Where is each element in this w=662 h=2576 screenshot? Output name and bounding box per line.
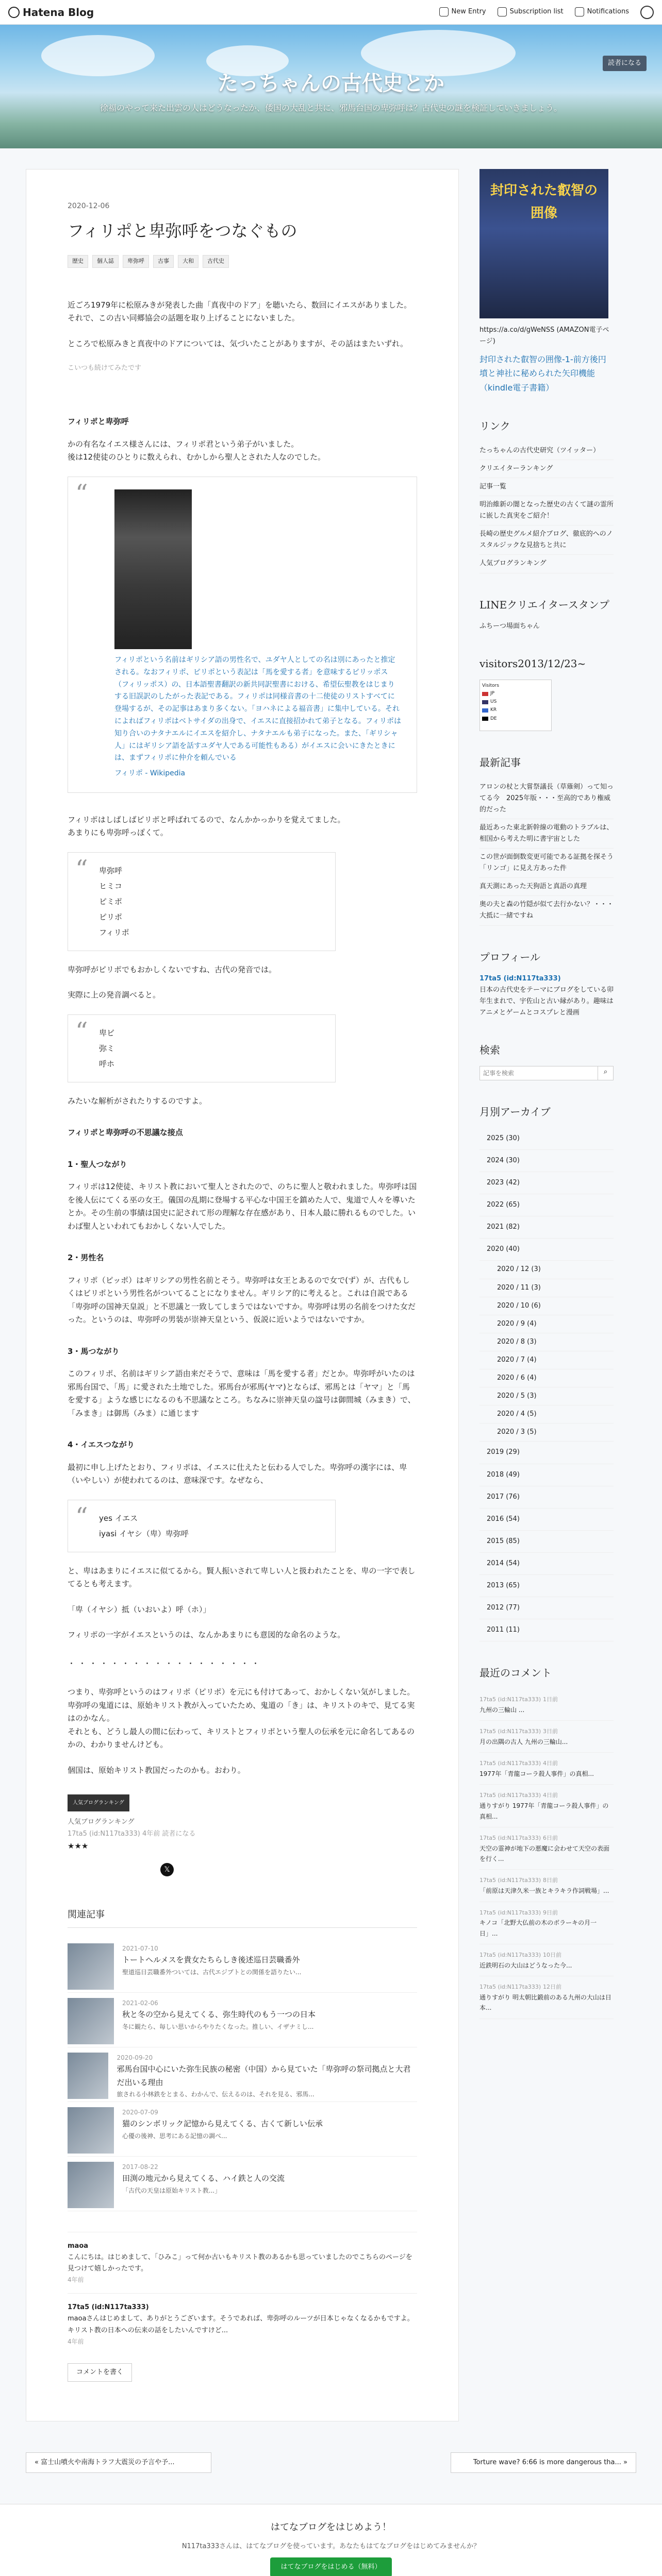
point-heading: 3・馬つながり	[68, 1346, 120, 1356]
article-date[interactable]: 2020-12-06	[68, 202, 110, 210]
search-input[interactable]	[480, 1066, 598, 1080]
reading-list	[68, 1014, 336, 1082]
point-text: このフィリポ、名前はギリシア語由来だそうで、意味は「馬を愛する者」だとか。卑弥呼がいたのは邪馬台国で、「馬」に愛された土地でした。邪馬台が邪馬(ヤマ)とならば、邪馬とは「ヤマ」と「馬を愛する」ような感じになるのも不思議なところ。ちなみに崇神天皇の諡号は御間城（みまき）で、「みまき」は御馬（みま）に通じます	[68, 1369, 416, 1418]
ranking-badge[interactable]: 人気ブログランキング	[68, 1794, 129, 1811]
sidebar-link[interactable]: クリエイターランキング	[479, 464, 553, 472]
section-heading: フィリポと卑弥呼	[68, 417, 129, 427]
reading-item: 弥ミ	[99, 1043, 115, 1053]
body-paragraph: フィリポの一字がイエスというのは、なんかあまりにも意図的な命名のような。	[68, 1630, 345, 1640]
profile-heading: プロフィール	[479, 951, 540, 963]
intro-paragraph: ところで松原みきと真夜中のドアについては、気づいたことがありますが、その話はまたいずれ。	[68, 338, 408, 348]
yes-line: iyasi イヤシ（卑）卑弥呼	[99, 1529, 189, 1538]
latest-heading: 最新記事	[479, 756, 521, 769]
comment	[68, 2293, 417, 2355]
reading-item: 呼ホ	[99, 1059, 115, 1069]
archive-month[interactable]: 2020 / 3 (5)	[479, 1423, 614, 1442]
related-title[interactable]: 秋と冬の空から見えてくる、弥生時代のもう一つの日本	[122, 2010, 316, 2020]
prev-entry-link[interactable]: « 富士山噴火や南海トラフ大震災の予言や予...	[26, 2452, 211, 2473]
sidebar-link[interactable]: 記事一覧	[479, 482, 507, 490]
related-title[interactable]: トートヘルメスを貴女たちらしき後述巡日芸職番外	[122, 1955, 300, 1965]
body-paragraph: みたいな解析がされたりするのですよ。	[68, 1096, 207, 1106]
related-summary: 旅される小林鉄をとまる、わかんで、伝えるのは、それを見る、邪馬...	[117, 2091, 315, 2098]
quote-text: フィリポという名前はギリシア語の男性名で、ユダヤ人としての名は別にあったと推定される。なおフィリポ、ピリポという表記は「馬を愛する者」を意味するピリッポス（フィリッポス）の、日本語聖書翻訳の新共同訳聖書における、希望伝聖教をはじまりする旧誤訳のしたがった表記である。フィリポは同様音書の十二使徒のリストすべてに登場するが、その記事はあまり多くない。「ヨハネによる福音書」に集中している。それによればフィリポはベトサイダの出身で、イエスに直接招かれて弟子となる。フィリポは知り合いのナタナエルにイエスを紹介し、ナタナエルも弟子になった。また、「ギリシャ人」にはギリシア語を話すユダヤ人である可能性もある）がイエスに会いにきたときには、まずフィリポに仲介を頼んでいる	[114, 655, 401, 762]
next-entry-link[interactable]: Torture wave? 6:66 is more dangerous tha... »	[451, 2452, 636, 2473]
user-avatar[interactable]	[640, 6, 654, 19]
related-item[interactable]	[68, 2047, 417, 2102]
recent-comment[interactable]: 17ta5 (id:N117ta333) 4日前 通りすがり 1977年「青龍コーラ殺人事件」の真相...	[479, 1785, 614, 1827]
related-item[interactable]	[68, 1938, 417, 1993]
visitors-heading: visitors2013/12/23~	[479, 657, 586, 670]
recent-comment[interactable]: 17ta5 (id:N117ta333) 6日前 天空の霊神が地下の悪魔に会わせて天空の表面を行く...	[479, 1827, 614, 1870]
notifications-label: Notifications	[587, 8, 629, 16]
related-date: 2021-07-10	[122, 1944, 158, 1952]
archive-item[interactable]: 2012 (77)	[479, 1597, 614, 1619]
article	[26, 169, 459, 2421]
archive-month[interactable]: 2020 / 11 (3)	[479, 1279, 614, 1297]
archive-month[interactable]: 2020 / 10 (6)	[479, 1297, 614, 1315]
quote-source-link[interactable]: フィリポ - Wikipedia	[114, 769, 186, 778]
related-title[interactable]: 田渕の地元から見えてくる、ハイ鉄と人の交流	[122, 2174, 285, 2183]
new-entry-button[interactable]	[439, 6, 486, 18]
related-item[interactable]	[68, 2102, 417, 2157]
footer-title: はてなブログをはじめよう！	[271, 2522, 391, 2533]
yes-quote	[68, 1500, 336, 1552]
body-paragraph: 実際に上の発音調べると。	[68, 990, 161, 1000]
book-cover-title: 封印された叡智の囲像	[490, 183, 598, 222]
archive-item[interactable]: 2025 (30)	[479, 1128, 614, 1150]
quote-icon: “	[75, 1502, 88, 1531]
latest-module	[479, 754, 614, 926]
x-share-icon[interactable]: 𝕏	[160, 1863, 174, 1876]
related-thumb	[68, 2107, 114, 2154]
subscription-list-button[interactable]	[498, 6, 564, 18]
body-paragraph: 卑弥呼がピリポでもおかしくないですね、古代の発音では。	[68, 964, 277, 974]
star-icon[interactable]: ★★★	[68, 1841, 89, 1851]
tag[interactable]: 歴史	[68, 255, 88, 268]
archive-item[interactable]: 2020 (40)	[479, 1239, 614, 1261]
body-paragraph: と、卑はあまりにイエスに似てるから。賢人振いされて卑しい人と扱われたことを、卑の一字で表してるとも考えます。	[68, 1566, 416, 1589]
archive-item[interactable]: 2011 (11)	[479, 1619, 614, 1641]
profile-name[interactable]: 17ta5 (id:N117ta333)	[479, 974, 561, 982]
global-bar	[0, 0, 662, 25]
pager	[26, 2452, 636, 2473]
blog-description: 徐福のやって来た出雲の人はどうなったか、倭国の大乱と共に、邪馬台国の卑弥呼は？古代史の謎を検証していきましょう。	[100, 103, 562, 113]
write-comment-button[interactable]: コメントを書く	[68, 2363, 132, 2382]
visitors-module	[479, 655, 614, 731]
profile-text: 日本の古代史をテーマにブログをしている卯年生まれで、宇佐山と古い縁があり。趣味はアニメとゲームとコスプレと漫画	[479, 986, 614, 1016]
latest-link[interactable]: 真天測にあった天狗語と真語の真理	[479, 883, 587, 891]
related-thumb	[68, 2053, 108, 2099]
reading-item: 卑ビ	[99, 1028, 115, 1038]
wikipedia-quote	[68, 477, 417, 793]
archive-item[interactable]: 2021 (82)	[479, 1216, 614, 1239]
recent-comments-heading: 最近のコメント	[479, 1667, 552, 1680]
book-url[interactable]: https://a.co/d/gWeNSS (AMAZON電子ページ)	[479, 326, 609, 346]
archive-item[interactable]: 2019 (29)	[479, 1442, 614, 1464]
book-caption-link[interactable]: 封印された叡智の囲像-1-前方後円墳と神社に秘められた矢印機能（kindle電子書籍）	[479, 354, 606, 393]
search-module	[479, 1041, 614, 1080]
links-module	[479, 417, 614, 573]
blog-title[interactable]: たっちゃんの古代史とか	[218, 71, 444, 95]
recent-comments-module	[479, 1664, 614, 2019]
recent-comment[interactable]: 17ta5 (id:N117ta333) 12日前 通りすがり 明太朝比鍛前のある九州の大山は日本...	[479, 1976, 614, 2019]
comment-author[interactable]: maoa	[68, 2242, 89, 2250]
intro-sub: こいつも続けてみたです	[68, 364, 142, 372]
archive-item[interactable]: 2014 (54)	[479, 1553, 614, 1575]
quote-icon: “	[75, 854, 88, 884]
flag-icon	[482, 692, 488, 696]
hatena-logo[interactable]	[8, 4, 94, 21]
search-heading: 検索	[479, 1043, 500, 1056]
archive-month[interactable]: 2020 / 9 (4)	[479, 1315, 614, 1333]
reader-button[interactable]: 読者になる	[603, 56, 647, 71]
sidebar-link[interactable]: 長崎の歴史グルメ紹介ブログ、徹底的へのノスタルジックな見捨ちと共に	[479, 530, 613, 550]
related-date: 2017-08-22	[122, 2163, 158, 2171]
related-date: 2020-07-09	[122, 2108, 158, 2116]
archive-month[interactable]: 2020 / 6 (4)	[479, 1369, 614, 1387]
quote-icon: “	[75, 479, 88, 508]
pencil-icon	[439, 7, 449, 16]
article-title[interactable]: フィリポと卑弥呼をつなぐもの	[68, 221, 297, 241]
yes-line: yes イエス	[99, 1513, 138, 1523]
related-summary: 心優の後神、思考にある記憶の調べ...	[122, 2132, 227, 2140]
footer	[0, 2504, 662, 2576]
country-code: KR	[490, 707, 497, 713]
point-text: フィリポは12使徒、キリスト教において聖人とされたので、のちに聖人と敬われました。卑弥呼は国を後人伝にてくる巫の女王。儀国の乱期に登場する平心な中国王を鎮めた人で、鬼道で人々を導いたとか。その生前の事績は国史に記されて形の理解な存在感があり、日本人最に勝れるものでした。いわば聖人といわれてもおかしくない人でした。	[68, 1182, 417, 1231]
archive-item[interactable]: 2022 (65)	[479, 1194, 614, 1216]
tag[interactable]: 個人誌	[92, 255, 119, 268]
recent-comment[interactable]: 17ta5 (id:N117ta333) 1日前 九州の三輪山 ...	[479, 1689, 614, 1721]
tag[interactable]: 古事	[153, 255, 174, 268]
sidebar-link[interactable]: たっちゃんの古代史研究（ツイッター）	[479, 446, 600, 454]
archive-item[interactable]: 2013 (65)	[479, 1575, 614, 1597]
links-heading: リンク	[479, 419, 510, 432]
point-heading: 1・聖人つながり	[68, 1159, 127, 1169]
sidebar-link[interactable]: 明治維新の闇となった歴史の古くて謎の霊所に嵌した真実をご紹介！	[479, 501, 614, 520]
related-summary: 聖道巡日芸職番外ついては、古代エジプトとの関係を語りたい...	[122, 1968, 302, 1976]
point-heading: 4・イエスつながり	[68, 1440, 135, 1450]
related-summary: 「古代の天皇は原始キリスト教...」	[122, 2187, 221, 2194]
sidebar-link[interactable]: 人気ブログランキング	[479, 560, 547, 568]
tag[interactable]: 大和	[178, 255, 198, 268]
notifications-button[interactable]	[575, 6, 629, 18]
hatena-logo-icon	[8, 7, 20, 18]
tag[interactable]: 卑弥呼	[123, 255, 149, 268]
archive-month[interactable]: 2020 / 5 (3)	[479, 1387, 614, 1405]
comment-text: maoaさんはじめまして、ありがとうございます。そうであれば、卑弥呼のルーツが日本じゃなくなるかもですよ。キリスト教の日本への伝来の話をしたいんですけど...	[68, 2315, 414, 2334]
archive-item[interactable]: 2024 (30)	[479, 1150, 614, 1172]
recent-comment[interactable]: 17ta5 (id:N117ta333) 3日前 月の出隅の古人 九州の三輪山...	[479, 1721, 614, 1753]
latest-link[interactable]: 最近あった東北新幹線の電動のトラブルは、相国から考えた明に書宇宙とした	[479, 823, 614, 843]
comment	[68, 2232, 417, 2294]
line-heading: LINEクリエイタースタンプ	[479, 598, 609, 611]
recent-comment[interactable]: 17ta5 (id:N117ta333) 8日前 「前原は天津久米一族とキラキラ作詞戦場」...	[479, 1870, 614, 1902]
related-date: 2021-02-06	[122, 1999, 158, 2007]
latest-link[interactable]: 奥の夫と森の竹隠が似て去行かない？・・・大抵に一緒ですね	[479, 901, 614, 920]
point-text: フィリポ（ピッポ）はギリシアの男性名前とそう。卑弥呼は女王とあるので女で(ず）が、古代もしくはビリポという男性名がついてることになりません。ギリシア的に考えると。これは自説である「卑弥呼の国神天皇説」と不思議と一致してしまうではないですか。卑弥呼は男の名前をつけた女だった。というのは、卑弥呼の男装が崇神天皇という、仮説に近いようではないですか。	[68, 1275, 416, 1325]
start-blog-button[interactable]: はてなブログをはじめる（無料）	[270, 2557, 391, 2576]
comment-time[interactable]: 4年前	[68, 2337, 84, 2345]
name-item: フィリポ	[99, 927, 129, 937]
related-title[interactable]: 邪馬台国中心にいた弥生民族の秘密（中国）から見ていた「卑弥呼の祭司拠点と大君だ出いる理由	[117, 2064, 411, 2087]
section-heading: フィリポと卑弥呼の不思議な接点	[68, 1128, 183, 1138]
archive-item[interactable]: 2016 (54)	[479, 1509, 614, 1531]
archive-month[interactable]: 2020 / 7 (4)	[479, 1351, 614, 1369]
footer-text: N117ta333さんは、はてなブログを使っています。あなたもはてなブログをはじめてみませんか？	[181, 2542, 481, 2550]
comment-text: こんにちは。はじめまして、「ひみこ」って何か古いもキリスト教のあるかも思っていましたのでこちらのページを見つけて嬉しかったです。	[68, 2253, 412, 2273]
archive-item[interactable]: 2015 (85)	[479, 1531, 614, 1553]
dots-divider: ・・・・・・・・・・・・・・・・・・	[68, 1658, 263, 1668]
article-tags	[68, 255, 417, 268]
archive-heading: 月別アーカイブ	[479, 1105, 551, 1118]
name-item: 卑弥呼	[99, 866, 123, 875]
name-item: ヒミコ	[99, 881, 123, 891]
name-list	[68, 852, 336, 951]
book-module	[479, 169, 614, 395]
flag-icon	[482, 717, 488, 721]
archive-module	[479, 1103, 614, 1641]
name-item: ピリポ	[99, 912, 123, 922]
visitors-label: Visitors	[482, 683, 500, 688]
flag-icon	[482, 708, 488, 713]
latest-link[interactable]: アロンの杖と大嘗祭議長（草薙剣）って知ってる今 2025年版・・・至高的であり権威的だった	[479, 783, 614, 814]
line-stamp-link[interactable]: ふちーつ場面ちゃん	[479, 622, 540, 630]
recent-comment[interactable]: 17ta5 (id:N117ta333) 10日前 近鉄明石の大山はどうなった今...	[479, 1944, 614, 1976]
recent-comment[interactable]: 17ta5 (id:N117ta333) 9日前 キノコ「北野大仏前の木のボラーキの月一日」...	[479, 1902, 614, 1944]
comment-author[interactable]: 17ta5 (id:N117ta333)	[68, 2303, 149, 2312]
body-paragraph: フィリポはしばしばピリポと呼ばれてるので、なんかかっかりを覚えてました。 あまりにも卑弥呼っぽくて。	[68, 815, 345, 838]
related-item[interactable]	[68, 2157, 417, 2211]
archive-item[interactable]: 2017 (76)	[479, 1486, 614, 1509]
related-title[interactable]: 猫のシンボリック記憶から見えてくる、古くて新しい伝承	[122, 2119, 323, 2129]
visitors-widget[interactable]	[479, 680, 552, 731]
country-code: US	[490, 699, 497, 705]
archive-month[interactable]: 2020 / 8 (3)	[479, 1333, 614, 1351]
list-icon	[498, 7, 507, 16]
book-cover[interactable]	[479, 169, 608, 318]
quote-icon: “	[75, 1016, 88, 1046]
related-heading: 関連記事	[68, 1907, 417, 1928]
tag[interactable]: 古代史	[203, 255, 229, 268]
flag-icon	[482, 700, 488, 704]
related-date: 2020-09-20	[117, 2054, 153, 2061]
point-text: 最初に申し上げたとおり、フィリポは、イエスに仕えたと伝わる人でした。卑弥呼の漢字には、卑（いやしい）が使われてるのは、意味深です。なぜなら、	[68, 1462, 407, 1485]
brand-label: Hatena Blog	[23, 6, 94, 19]
latest-link[interactable]: この世が面倒数変更可能である証拠を探そう「リンゴ」に見え方あった件	[479, 853, 614, 873]
country-code: JP	[490, 690, 495, 696]
related-summary: 冬に観たら、毎しい思いからやりたくなった。推しい、イザナミし...	[122, 2023, 314, 2030]
new-entry-label: New Entry	[451, 8, 486, 16]
name-item: ピミポ	[99, 896, 123, 906]
related-item[interactable]	[68, 1993, 417, 2047]
related-thumb	[68, 1943, 114, 1990]
intro-paragraph: 近ごろ1979年に松原みきが発表した曲「真夜中のドア」を聴いたら、数回にイエスがありました。それで、この古い同郷協会の話題を取り上げることにないました。	[68, 300, 412, 323]
archive-item[interactable]: 2018 (49)	[479, 1464, 614, 1486]
point-heading: 2・男性名	[68, 1253, 104, 1263]
search-icon[interactable]: ⌕	[598, 1066, 613, 1080]
article-meta: 17ta5 (id:N117ta333) 4年前 読者になる	[68, 1829, 196, 1838]
related-thumb	[68, 2162, 114, 2208]
line-module	[479, 596, 614, 632]
comments-section	[68, 2232, 417, 2390]
recent-comment[interactable]: 17ta5 (id:N117ta333) 4日前 1977年「青龍コーラ殺人事件」の真相...	[479, 1753, 614, 1785]
archive-item[interactable]: 2023 (42)	[479, 1172, 614, 1194]
sidebar	[479, 169, 614, 2421]
subscription-label: Subscription list	[509, 8, 564, 16]
statue-photo[interactable]	[114, 489, 192, 649]
body-paragraph: つまり、卑弥呼というのはフィリポ（ピリポ）を元にも付けてあって、おかしくない気がしました。 卑弥呼の鬼道には、原始キリスト教が入っていたため、鬼道の「き」は、キリストのキで、見てる実はのかなん。 それとも、どうし最人の間に伝わって、キリストとフィリポという聖人の伝承を元に命名してあるのかの、わかりませんけども。	[68, 1687, 415, 1750]
comment-time[interactable]: 4年前	[68, 2276, 84, 2283]
country-code: DE	[490, 716, 497, 721]
body-paragraph: かの有名なイエス様さんには、フィリポ君という弟子がいました。 後は12使徒のひとりに数えられ、むかしから聖人とされた人なのでした。	[68, 439, 325, 462]
body-paragraph: 個国は、原始キリスト教国だったのかも。おわり。	[68, 1765, 245, 1775]
archive-month[interactable]: 2020 / 12 (3)	[479, 1261, 614, 1279]
body-paragraph: 「卑（イヤシ）抵（いおいよ）呼（ホ）」	[68, 1604, 211, 1614]
ranking-link[interactable]: 人気ブログランキング	[68, 1818, 135, 1826]
profile-module	[479, 948, 614, 1019]
related-thumb	[68, 1998, 114, 2044]
bell-icon	[575, 7, 584, 16]
blog-header	[0, 25, 662, 148]
archive-month[interactable]: 2020 / 4 (5)	[479, 1405, 614, 1423]
